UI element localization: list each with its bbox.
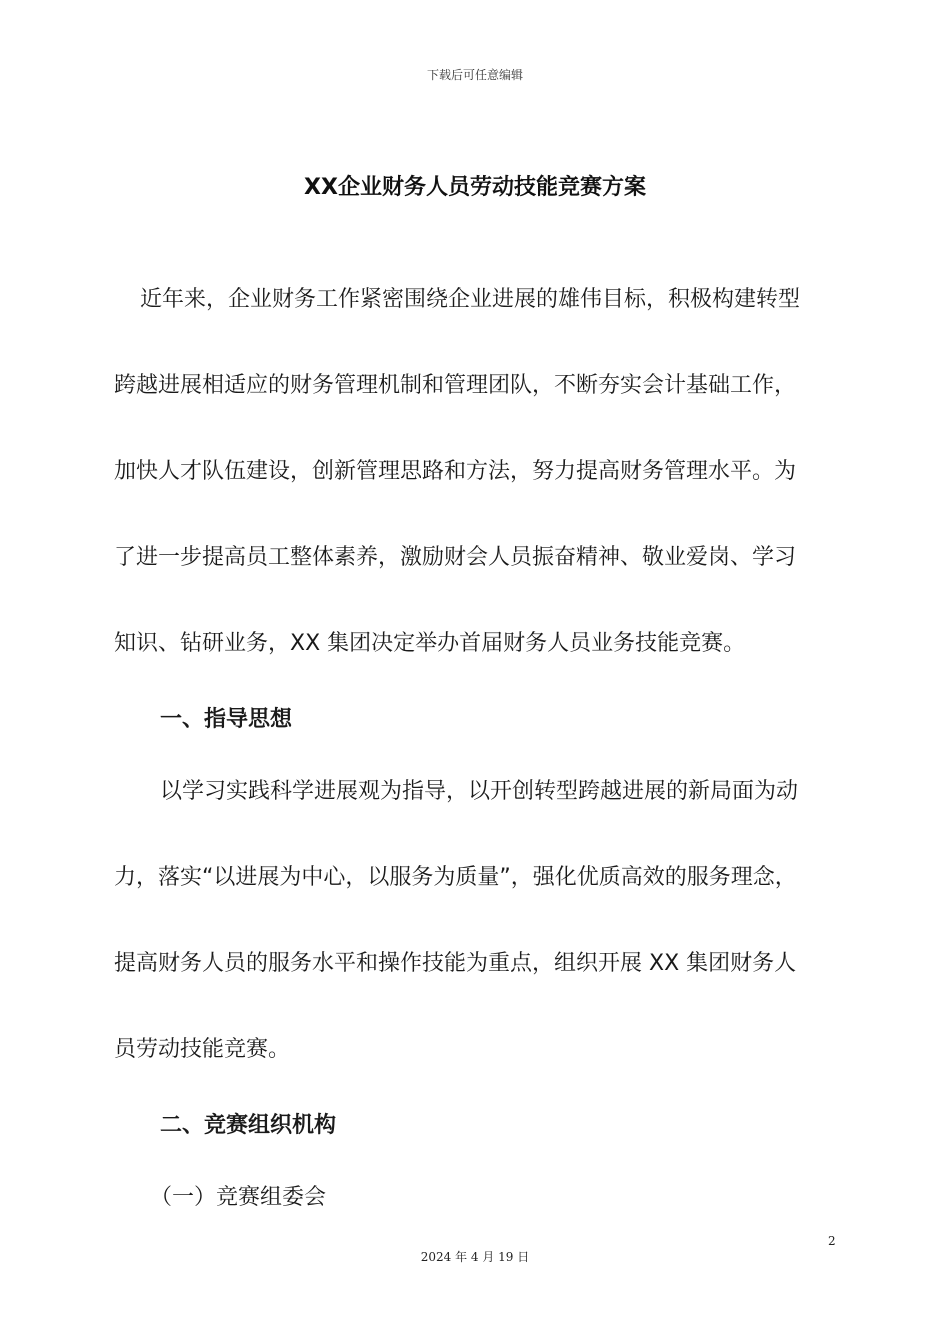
document-title: XX企业财务人员劳动技能竞赛方案 — [304, 175, 646, 200]
subsection-committee: （一）竞赛组委会 — [150, 1185, 327, 1210]
intro-line: 了进一步提高员工整体素养，激励财会人员振奋精神、敬业爱岗、学习 — [114, 545, 797, 570]
section-heading-guiding-ideology: 一、指导思想 — [160, 707, 293, 732]
intro-line: 跨越进展相适应的财务管理机制和管理团队，不断夯实会计基础工作， — [114, 373, 797, 398]
page-number: 2 — [828, 1234, 836, 1248]
footer-date: 2024 年 4 月 19 日 — [420, 1250, 530, 1264]
intro-line: 知识、钻研业务，XX 集团决定举办首届财务人员业务技能竞赛。 — [114, 631, 746, 656]
intro-line: 近年来，企业财务工作紧密围绕企业进展的雄伟目标，积极构建转型 — [140, 287, 801, 312]
section1-line: 以学习实践科学进展观为指导，以开创转型跨越进展的新局面为动 — [160, 779, 799, 804]
section1-line: 员劳动技能竞赛。 — [114, 1037, 291, 1062]
header-note: 下载后可任意编辑 — [426, 68, 523, 82]
section1-line: 力，落实“以进展为中心，以服务为质量”，强化优质高效的服务理念， — [114, 865, 797, 890]
intro-line: 加快人才队伍建设，创新管理思路和方法，努力提高财务管理水平。为 — [114, 459, 797, 484]
section-heading-organization: 二、竞赛组织机构 — [160, 1113, 337, 1138]
section1-line: 提高财务人员的服务水平和操作技能为重点，组织开展 XX 集团财务人 — [114, 951, 797, 976]
